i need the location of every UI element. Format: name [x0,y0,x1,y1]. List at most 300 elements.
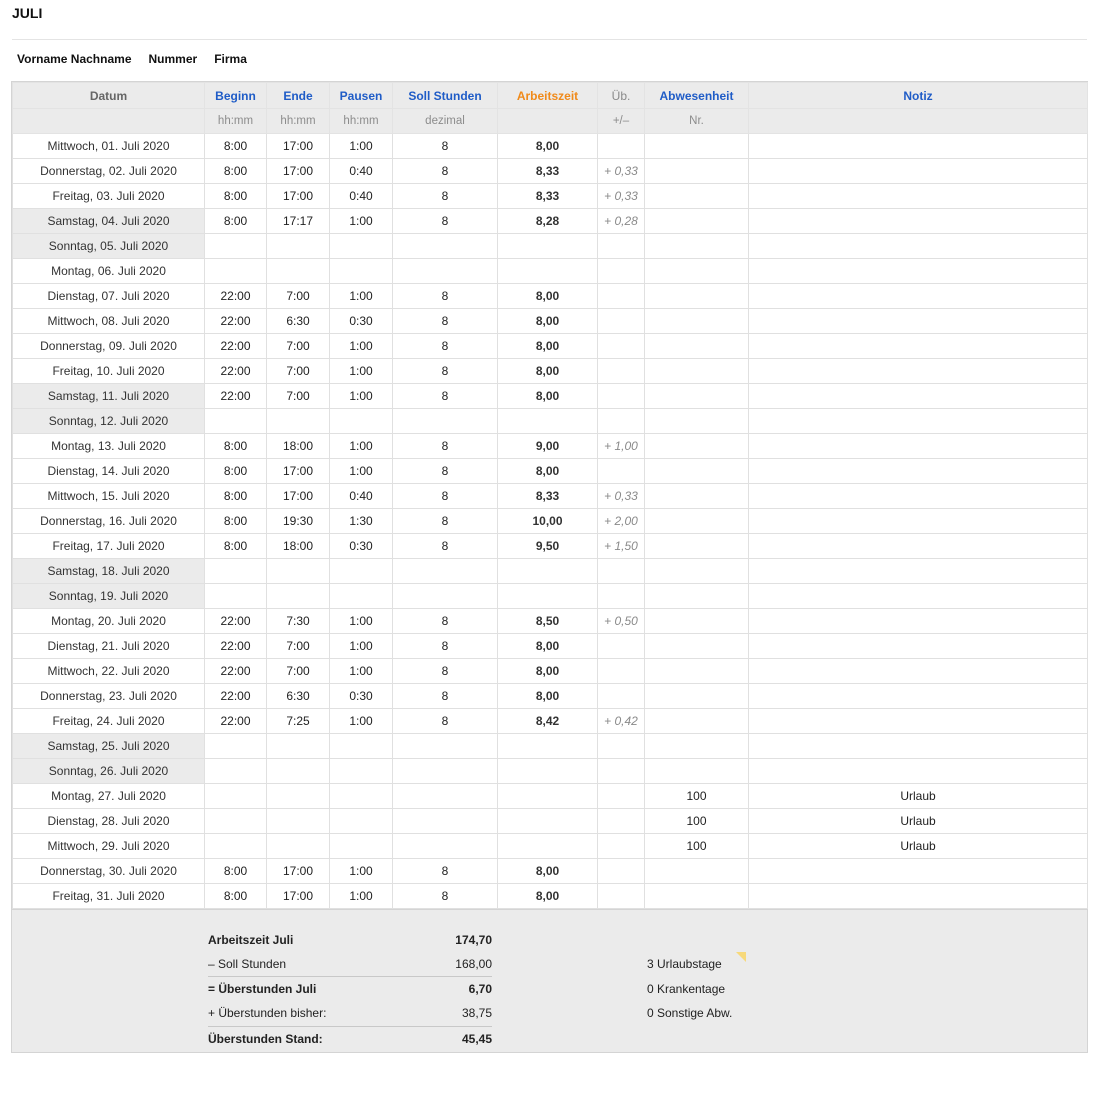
table-row [13,259,1088,284]
summary-stand [208,1026,492,1051]
end-cell[interactable] [267,834,330,859]
end-cell[interactable]: 19:30 [267,509,330,534]
summary-stand-value: 45,45 [461,1032,492,1046]
end-cell[interactable] [267,809,330,834]
pause-cell[interactable] [330,584,393,609]
month-title: JULI [12,5,43,21]
overtime-cell[interactable] [598,309,645,334]
work-cell[interactable]: 8,33 [498,484,598,509]
absence-cell[interactable] [645,209,749,234]
soll-cell[interactable]: 8 [393,434,498,459]
absence-cell[interactable] [645,134,749,159]
work-cell[interactable]: 8,33 [498,184,598,209]
work-cell[interactable] [498,759,598,784]
begin-cell[interactable]: 22:00 [205,609,267,634]
date-cell: Mittwoch, 22. Juli 2020 [13,659,205,684]
end-cell[interactable]: 18:00 [267,434,330,459]
soll-cell[interactable]: 8 [393,209,498,234]
soll-cell[interactable] [393,409,498,434]
note-cell[interactable] [749,184,1088,209]
pause-cell[interactable]: 1:00 [330,859,393,884]
begin-cell[interactable]: 8:00 [205,184,267,209]
work-cell[interactable]: 8,00 [498,459,598,484]
work-cell[interactable]: 8,00 [498,859,598,884]
overtime-cell[interactable] [598,459,645,484]
absence-cell[interactable] [645,334,749,359]
subheader-abwesenheit: Nr. [645,109,749,134]
begin-cell[interactable]: 8:00 [205,534,267,559]
absence-cell[interactable] [645,884,749,909]
begin-cell[interactable] [205,734,267,759]
table-row [13,734,1088,759]
col-header-abwesenheit: Abwesenheit [645,83,749,109]
overtime-cell[interactable]: + 1,00 [598,434,645,459]
note-cell[interactable] [749,634,1088,659]
end-cell[interactable]: 7:00 [267,359,330,384]
pause-cell[interactable]: 1:00 [330,634,393,659]
note-cell[interactable] [749,334,1088,359]
soll-cell[interactable] [393,234,498,259]
work-cell[interactable]: 8,33 [498,159,598,184]
table-row [13,509,1088,534]
end-cell[interactable]: 6:30 [267,309,330,334]
summary-bisher-value: 38,75 [461,1006,492,1020]
pause-cell[interactable]: 1:00 [330,134,393,159]
soll-cell[interactable]: 8 [393,384,498,409]
date-cell: Freitag, 24. Juli 2020 [13,709,205,734]
work-cell[interactable]: 8,00 [498,284,598,309]
absence-cell[interactable] [645,734,749,759]
begin-cell[interactable]: 22:00 [205,284,267,309]
overtime-cell[interactable]: + 0,33 [598,159,645,184]
overtime-cell[interactable]: + 0,28 [598,209,645,234]
subheader-ueb: +/– [598,109,645,134]
pause-cell[interactable]: 1:00 [330,284,393,309]
soll-cell[interactable]: 8 [393,884,498,909]
absence-cell[interactable] [645,159,749,184]
note-cell[interactable]: Urlaub [749,809,1088,834]
overtime-cell[interactable] [598,409,645,434]
timesheet [11,81,1088,1053]
note-cell[interactable] [749,884,1088,909]
work-cell[interactable]: 8,50 [498,609,598,634]
end-cell[interactable]: 7:00 [267,634,330,659]
work-cell[interactable]: 10,00 [498,509,598,534]
work-cell[interactable] [498,259,598,284]
note-cell[interactable] [749,859,1088,884]
end-cell[interactable]: 17:00 [267,884,330,909]
pause-cell[interactable]: 0:40 [330,484,393,509]
note-cell[interactable] [749,559,1088,584]
note-cell[interactable] [749,384,1088,409]
subheader-notiz [749,109,1088,134]
col-header-ende: Ende [267,83,330,109]
pause-cell[interactable] [330,259,393,284]
date-cell: Freitag, 17. Juli 2020 [13,534,205,559]
employee-company: Firma [214,52,247,66]
end-cell[interactable]: 7:25 [267,709,330,734]
summary-ueberstunden [208,976,492,1001]
table-row [13,609,1088,634]
soll-cell[interactable]: 8 [393,859,498,884]
pause-cell[interactable]: 0:30 [330,534,393,559]
absence-cell[interactable] [645,484,749,509]
note-cell[interactable] [749,309,1088,334]
overtime-cell[interactable] [598,284,645,309]
absence-cell[interactable] [645,859,749,884]
pause-cell[interactable]: 1:00 [330,334,393,359]
begin-cell[interactable]: 8:00 [205,884,267,909]
pause-cell[interactable]: 1:00 [330,884,393,909]
overtime-cell[interactable] [598,784,645,809]
note-cell[interactable] [749,234,1088,259]
summary-bisher-label: + Überstunden bisher: [208,1006,327,1020]
note-cell[interactable] [749,659,1088,684]
work-cell[interactable] [498,409,598,434]
overtime-cell[interactable]: + 0,33 [598,184,645,209]
soll-cell[interactable] [393,809,498,834]
date-cell: Samstag, 25. Juli 2020 [13,734,205,759]
comment-marker-icon[interactable] [736,952,746,962]
begin-cell[interactable]: 22:00 [205,684,267,709]
absence-cell[interactable] [645,659,749,684]
work-cell[interactable] [498,584,598,609]
begin-cell[interactable]: 8:00 [205,134,267,159]
date-cell: Samstag, 11. Juli 2020 [13,384,205,409]
soll-cell[interactable]: 8 [393,134,498,159]
note-cell[interactable] [749,609,1088,634]
table-row [13,559,1088,584]
begin-cell[interactable]: 8:00 [205,159,267,184]
overtime-cell[interactable] [598,259,645,284]
end-cell[interactable]: 17:17 [267,209,330,234]
end-cell[interactable] [267,734,330,759]
begin-cell[interactable] [205,259,267,284]
pause-cell[interactable] [330,834,393,859]
absence-cell[interactable] [645,259,749,284]
begin-cell[interactable]: 8:00 [205,484,267,509]
pause-cell[interactable] [330,809,393,834]
absence-cell[interactable]: 100 [645,784,749,809]
end-cell[interactable]: 7:30 [267,609,330,634]
absence-cell[interactable] [645,759,749,784]
note-cell[interactable] [749,759,1088,784]
work-cell[interactable] [498,809,598,834]
absence-cell[interactable] [645,684,749,709]
table-row [13,434,1088,459]
work-cell[interactable]: 8,00 [498,134,598,159]
pause-cell[interactable]: 1:00 [330,709,393,734]
work-cell[interactable]: 8,00 [498,684,598,709]
soll-cell[interactable]: 8 [393,284,498,309]
pause-cell[interactable]: 1:00 [330,459,393,484]
note-cell[interactable] [749,284,1088,309]
absence-cell[interactable] [645,234,749,259]
pause-cell[interactable] [330,759,393,784]
col-header-notiz: Notiz [749,83,1088,109]
overtime-cell[interactable]: + 2,00 [598,509,645,534]
soll-cell[interactable] [393,784,498,809]
work-cell[interactable]: 8,00 [498,384,598,409]
overtime-cell[interactable] [598,834,645,859]
begin-cell[interactable]: 22:00 [205,384,267,409]
work-cell[interactable]: 8,00 [498,634,598,659]
end-cell[interactable]: 7:00 [267,659,330,684]
begin-cell[interactable]: 22:00 [205,359,267,384]
note-cell[interactable] [749,359,1088,384]
soll-cell[interactable]: 8 [393,509,498,534]
overtime-cell[interactable] [598,884,645,909]
soll-cell[interactable]: 8 [393,609,498,634]
summary-soll-label: – Soll Stunden [208,957,287,971]
soll-cell[interactable]: 8 [393,709,498,734]
table-row [13,209,1088,234]
pause-cell[interactable]: 0:40 [330,184,393,209]
end-cell[interactable] [267,259,330,284]
note-cell[interactable] [749,584,1088,609]
work-cell[interactable]: 8,42 [498,709,598,734]
pause-cell[interactable]: 1:00 [330,209,393,234]
overtime-cell[interactable] [598,759,645,784]
note-cell[interactable] [749,209,1088,234]
note-cell[interactable]: Urlaub [749,784,1088,809]
end-cell[interactable]: 17:00 [267,134,330,159]
overtime-cell[interactable] [598,584,645,609]
pause-cell[interactable]: 1:00 [330,384,393,409]
overtime-cell[interactable]: + 0,42 [598,709,645,734]
date-cell: Donnerstag, 02. Juli 2020 [13,159,205,184]
begin-cell[interactable]: 8:00 [205,434,267,459]
date-cell: Dienstag, 07. Juli 2020 [13,284,205,309]
absence-cell[interactable] [645,534,749,559]
note-cell[interactable] [749,459,1088,484]
table-row [13,409,1088,434]
work-cell[interactable]: 8,00 [498,359,598,384]
end-cell[interactable]: 17:00 [267,459,330,484]
date-cell: Mittwoch, 29. Juli 2020 [13,834,205,859]
summary-arbeitszeit-label: Arbeitszeit Juli [208,933,294,947]
begin-cell[interactable] [205,409,267,434]
begin-cell[interactable] [205,234,267,259]
work-cell[interactable] [498,834,598,859]
pause-cell[interactable] [330,784,393,809]
overtime-cell[interactable]: + 1,50 [598,534,645,559]
work-cell[interactable]: 8,00 [498,659,598,684]
absence-cell[interactable] [645,409,749,434]
pause-cell[interactable]: 1:00 [330,609,393,634]
note-cell[interactable] [749,684,1088,709]
overtime-cell[interactable] [598,384,645,409]
absence-cell[interactable] [645,709,749,734]
pause-cell[interactable]: 0:30 [330,684,393,709]
work-cell[interactable]: 8,00 [498,309,598,334]
soll-cell[interactable]: 8 [393,309,498,334]
begin-cell[interactable]: 8:00 [205,859,267,884]
absence-cell[interactable] [645,359,749,384]
overtime-cell[interactable] [598,684,645,709]
summary-soll-value: 168,00 [455,957,492,971]
begin-cell[interactable] [205,584,267,609]
soll-cell[interactable] [393,734,498,759]
note-cell[interactable] [749,709,1088,734]
overtime-cell[interactable] [598,659,645,684]
note-cell[interactable] [749,484,1088,509]
work-cell[interactable]: 8,28 [498,209,598,234]
absence-cell[interactable] [645,509,749,534]
soll-cell[interactable]: 8 [393,484,498,509]
absence-cell[interactable] [645,309,749,334]
absence-cell[interactable] [645,559,749,584]
soll-cell[interactable] [393,559,498,584]
soll-cell[interactable] [393,834,498,859]
soll-cell[interactable]: 8 [393,159,498,184]
begin-cell[interactable] [205,834,267,859]
note-cell[interactable] [749,259,1088,284]
soll-cell[interactable]: 8 [393,184,498,209]
work-cell[interactable]: 8,00 [498,884,598,909]
begin-cell[interactable]: 22:00 [205,334,267,359]
pause-cell[interactable]: 1:00 [330,359,393,384]
col-header-ueb: Üb. [598,83,645,109]
end-cell[interactable]: 7:00 [267,334,330,359]
soll-cell[interactable] [393,259,498,284]
overtime-cell[interactable] [598,559,645,584]
soll-cell[interactable]: 8 [393,459,498,484]
pause-cell[interactable]: 0:40 [330,159,393,184]
absence-cell[interactable] [645,384,749,409]
absence-cell[interactable] [645,634,749,659]
work-cell[interactable] [498,784,598,809]
note-cell[interactable]: Urlaub [749,834,1088,859]
pause-cell[interactable]: 1:00 [330,434,393,459]
employee-info [17,52,247,66]
end-cell[interactable] [267,759,330,784]
date-cell: Donnerstag, 30. Juli 2020 [13,859,205,884]
overtime-cell[interactable] [598,809,645,834]
note-cell[interactable] [749,159,1088,184]
end-cell[interactable] [267,584,330,609]
col-header-soll: Soll Stunden [393,83,498,109]
end-cell[interactable]: 17:00 [267,859,330,884]
soll-cell[interactable]: 8 [393,334,498,359]
absence-cell[interactable] [645,184,749,209]
begin-cell[interactable] [205,559,267,584]
note-cell[interactable] [749,134,1088,159]
overtime-cell[interactable] [598,334,645,359]
work-cell[interactable] [498,559,598,584]
work-cell[interactable]: 9,50 [498,534,598,559]
note-cell[interactable] [749,534,1088,559]
date-cell: Freitag, 31. Juli 2020 [13,884,205,909]
end-cell[interactable]: 7:00 [267,384,330,409]
absence-cell[interactable] [645,584,749,609]
overtime-cell[interactable] [598,359,645,384]
date-cell: Donnerstag, 09. Juli 2020 [13,334,205,359]
pause-cell[interactable] [330,734,393,759]
soll-cell[interactable]: 8 [393,684,498,709]
overtime-cell[interactable]: + 0,50 [598,609,645,634]
date-cell: Sonntag, 19. Juli 2020 [13,584,205,609]
overtime-cell[interactable] [598,634,645,659]
date-cell: Montag, 06. Juli 2020 [13,259,205,284]
end-cell[interactable]: 17:00 [267,484,330,509]
overtime-cell[interactable] [598,734,645,759]
table-row [13,634,1088,659]
soll-cell[interactable]: 8 [393,634,498,659]
pause-cell[interactable] [330,409,393,434]
end-cell[interactable]: 17:00 [267,159,330,184]
absence-cell[interactable] [645,609,749,634]
end-cell[interactable]: 6:30 [267,684,330,709]
begin-cell[interactable]: 8:00 [205,509,267,534]
absence-cell[interactable] [645,434,749,459]
overtime-cell[interactable] [598,234,645,259]
note-cell[interactable] [749,409,1088,434]
summary-stand-label: Überstunden Stand: [208,1032,323,1046]
end-cell[interactable]: 18:00 [267,534,330,559]
overtime-cell[interactable] [598,859,645,884]
soll-cell[interactable]: 8 [393,534,498,559]
table-row [13,834,1088,859]
absence-cell[interactable] [645,459,749,484]
pause-cell[interactable]: 0:30 [330,309,393,334]
soll-cell[interactable] [393,759,498,784]
pause-cell[interactable]: 1:00 [330,659,393,684]
absence-cell[interactable] [645,284,749,309]
date-cell: Montag, 20. Juli 2020 [13,609,205,634]
pause-cell[interactable]: 1:30 [330,509,393,534]
end-cell[interactable]: 17:00 [267,184,330,209]
note-cell[interactable] [749,509,1088,534]
note-cell[interactable] [749,434,1088,459]
begin-cell[interactable]: 8:00 [205,459,267,484]
soll-cell[interactable]: 8 [393,659,498,684]
end-cell[interactable] [267,409,330,434]
end-cell[interactable] [267,559,330,584]
begin-cell[interactable]: 22:00 [205,709,267,734]
end-cell[interactable] [267,234,330,259]
table-row [13,309,1088,334]
begin-cell[interactable] [205,784,267,809]
soll-cell[interactable]: 8 [393,359,498,384]
table-row [13,684,1088,709]
table-row [13,234,1088,259]
work-cell[interactable]: 8,00 [498,334,598,359]
date-cell: Dienstag, 14. Juli 2020 [13,459,205,484]
begin-cell[interactable]: 22:00 [205,309,267,334]
date-cell: Montag, 27. Juli 2020 [13,784,205,809]
soll-cell[interactable] [393,584,498,609]
begin-cell[interactable] [205,809,267,834]
work-cell[interactable] [498,234,598,259]
begin-cell[interactable]: 8:00 [205,209,267,234]
absence-cell[interactable]: 100 [645,809,749,834]
overtime-cell[interactable]: + 0,33 [598,484,645,509]
absence-cell[interactable]: 100 [645,834,749,859]
begin-cell[interactable]: 22:00 [205,659,267,684]
note-cell[interactable] [749,734,1088,759]
work-cell[interactable] [498,734,598,759]
overtime-cell[interactable] [598,134,645,159]
end-cell[interactable]: 7:00 [267,284,330,309]
work-cell[interactable]: 9,00 [498,434,598,459]
begin-cell[interactable]: 22:00 [205,634,267,659]
end-cell[interactable] [267,784,330,809]
pause-cell[interactable] [330,559,393,584]
begin-cell[interactable] [205,759,267,784]
pause-cell[interactable] [330,234,393,259]
summary-arbeitszeit-value: 174,70 [455,933,492,947]
